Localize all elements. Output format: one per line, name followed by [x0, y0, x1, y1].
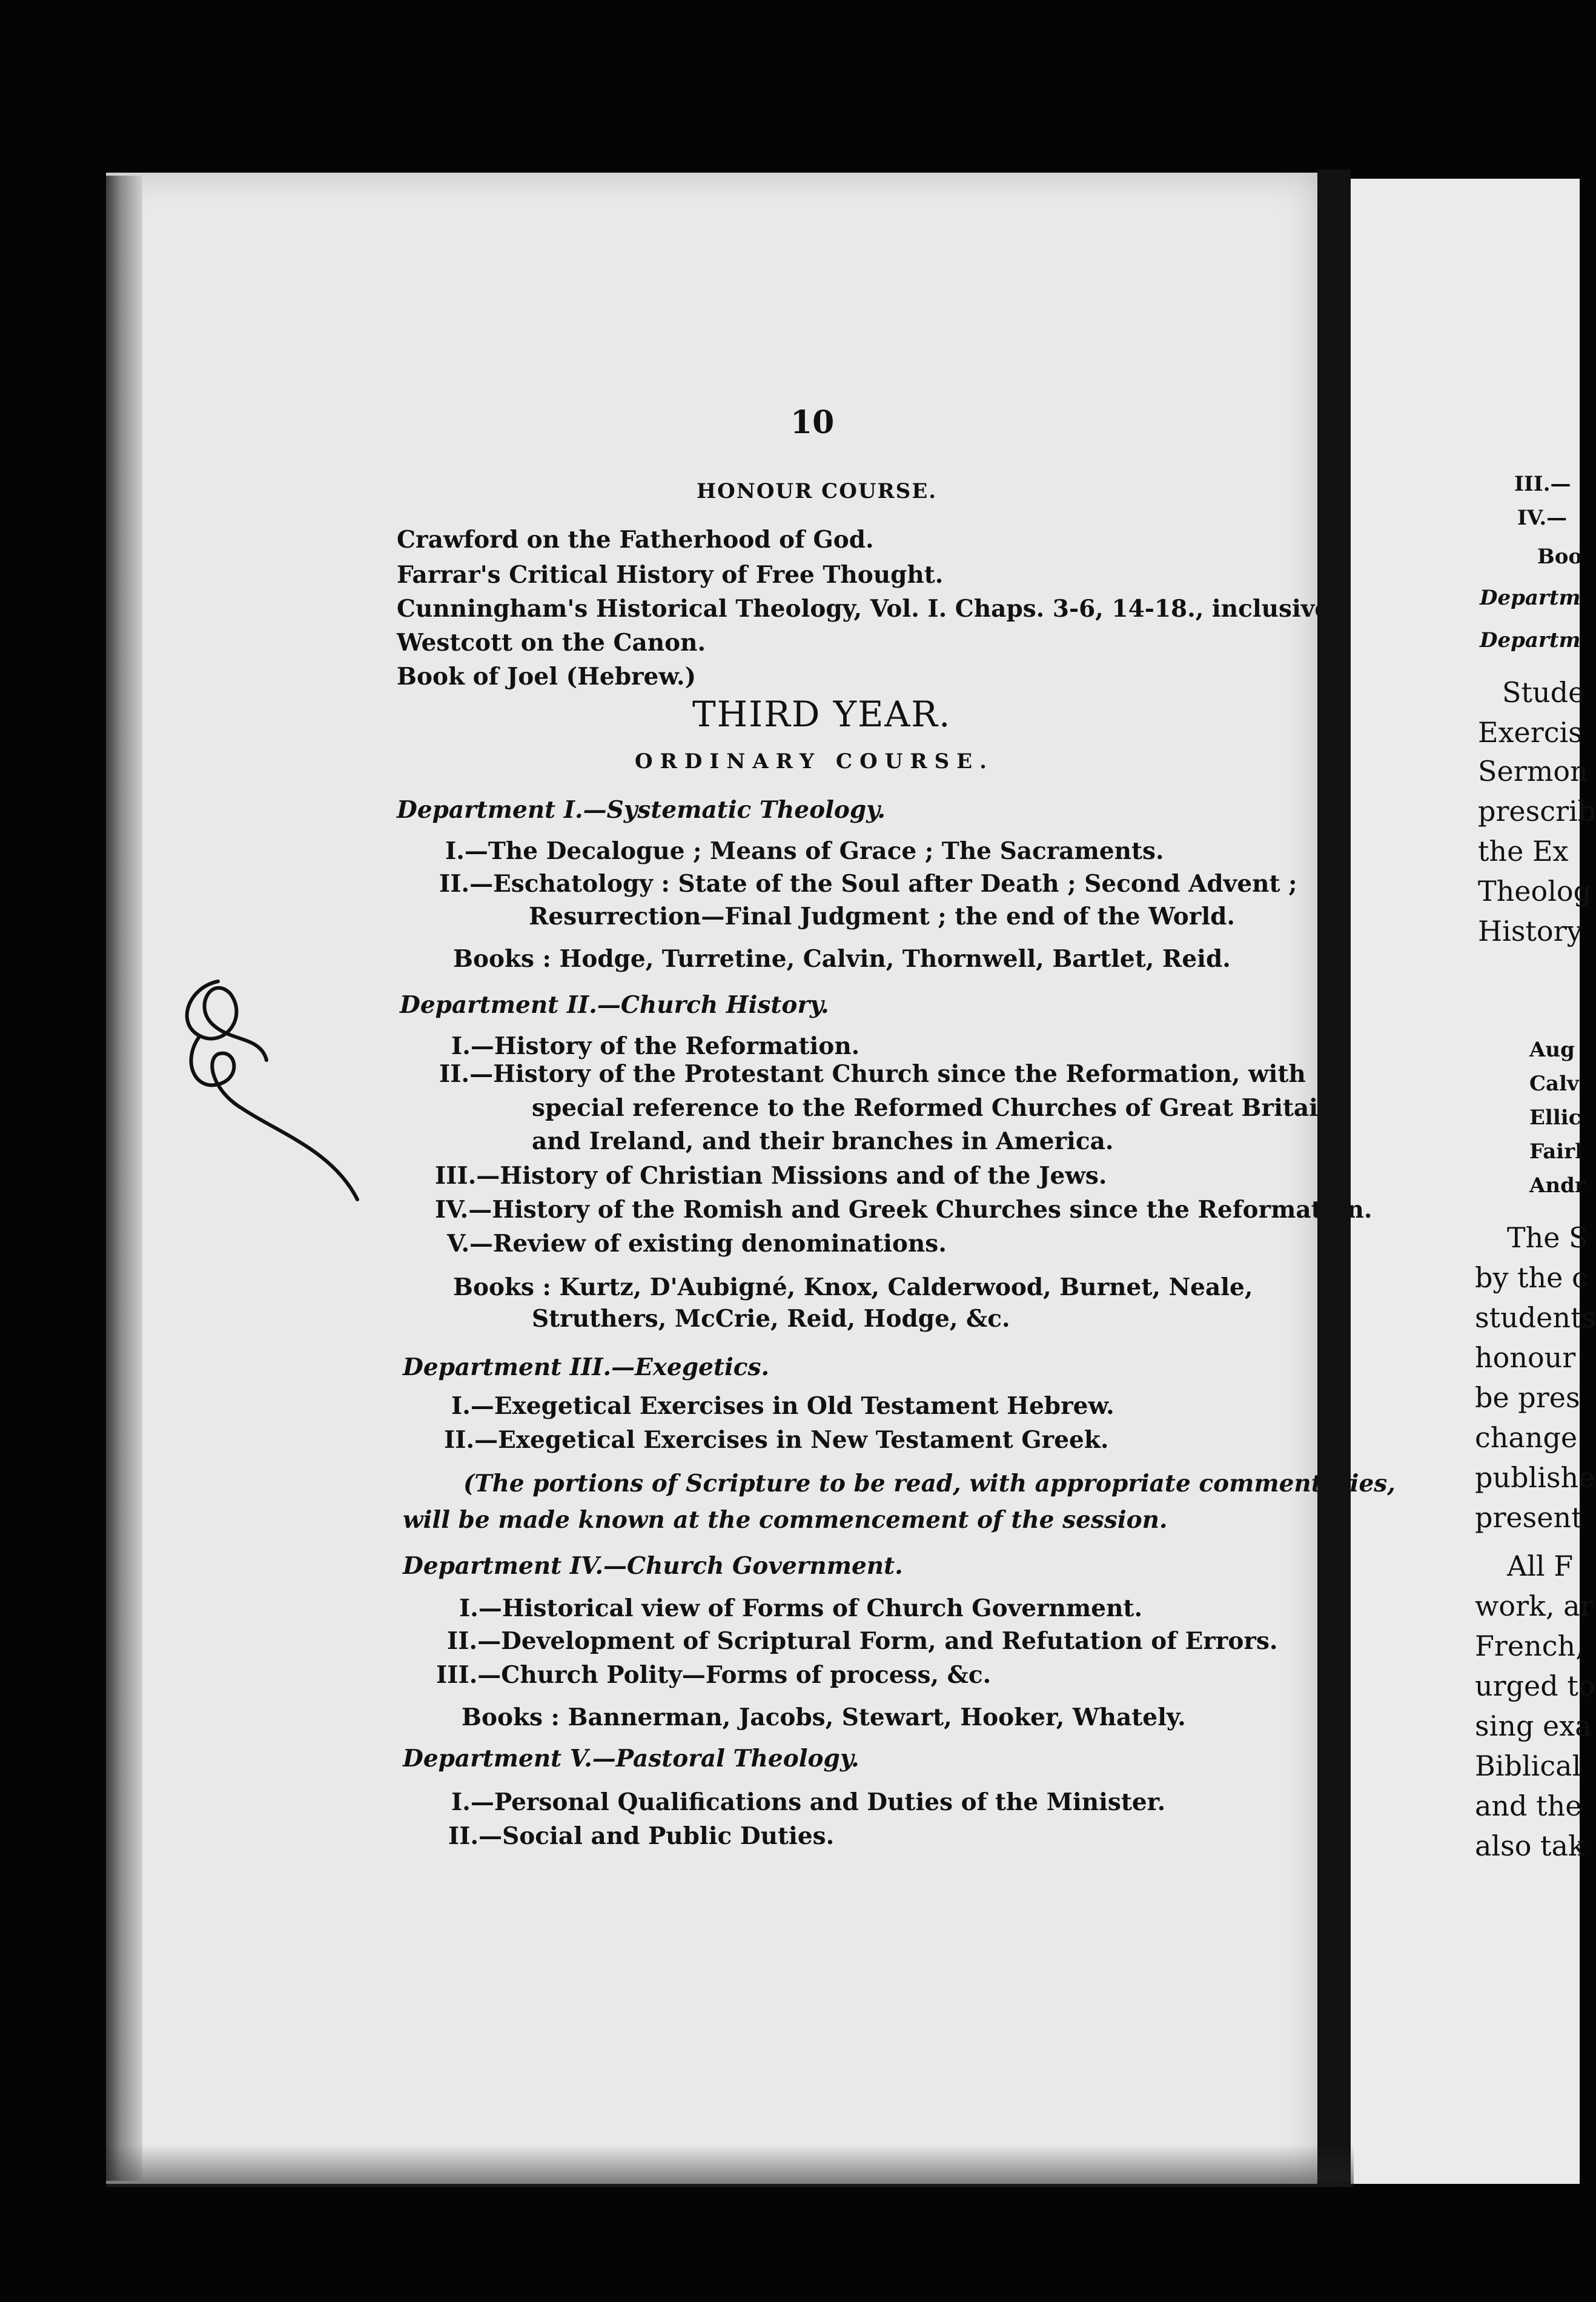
right-page-fragment: Calv	[1529, 1072, 1579, 1096]
department-item: and Ireland, and their branches in America.	[532, 1127, 1114, 1155]
department-item: II.—Development of Scriptural Form, and Refutation of Errors.	[447, 1627, 1278, 1655]
right-page-fragment: Fairl	[1529, 1139, 1583, 1164]
honour-course-heading: HONOUR COURSE.	[697, 479, 938, 503]
books-line: Struthers, McCrie, Reid, Hodge, &c.	[532, 1305, 1010, 1333]
right-page-fragment: be pres	[1475, 1381, 1580, 1414]
page-edge	[106, 176, 142, 2181]
right-page-fragment: Theolog	[1478, 875, 1592, 907]
note-line: will be made known at the commencement of the session.	[403, 1506, 1168, 1534]
right-page-fragment: The S	[1507, 1221, 1588, 1254]
right-page-fragment: students	[1475, 1301, 1596, 1334]
right-page-fragment: prescrib	[1478, 795, 1596, 828]
department-title: Department V.—Pastoral Theology.	[403, 1745, 859, 1773]
right-page-fragment: Departm	[1480, 628, 1581, 652]
honour-item: Crawford on the Fatherhood of God.	[397, 526, 874, 554]
right-page-fragment: and the	[1475, 1790, 1582, 1822]
right-page-fragment: change	[1475, 1421, 1578, 1454]
right-page-fragment: Aug	[1529, 1038, 1575, 1062]
right-page-fragment: Departm	[1480, 586, 1581, 610]
books-line: Books : Bannerman, Jacobs, Stewart, Hooker, Whately.	[462, 1703, 1186, 1731]
department-item: II.—Eschatology : State of the Soul after Death ; Second Advent ;	[439, 870, 1297, 898]
right-page-fragment: by the c	[1475, 1261, 1588, 1294]
department-item: I.—Historical view of Forms of Church Government.	[459, 1594, 1143, 1622]
department-item: I.—Exegetical Exercises in Old Testament Hebrew.	[451, 1392, 1114, 1420]
right-page-fragment: Biblical	[1475, 1750, 1581, 1782]
right-page-fragment: urged to	[1475, 1670, 1595, 1702]
right-page-fragment: Boo	[1537, 545, 1583, 569]
department-title: Department III.—Exegetics.	[403, 1353, 770, 1381]
department-item: II.—Exegetical Exercises in New Testament Greek.	[444, 1426, 1109, 1454]
right-page-fragment: IV.—	[1517, 506, 1568, 530]
honour-item: Cunningham's Historical Theology, Vol. I. Chaps. 3-6, 14-18., inclusive.	[397, 595, 1338, 623]
right-page-fragment: also tak	[1475, 1829, 1585, 1862]
department-item: IV.—History of the Romish and Greek Churches since the Reformation.	[435, 1196, 1372, 1224]
right-page-fragment: honour	[1475, 1341, 1576, 1374]
honour-item: Book of Joel (Hebrew.)	[397, 663, 697, 691]
right-page-fragment: Andr	[1529, 1173, 1586, 1198]
right-page-fragment: work, ar	[1475, 1590, 1594, 1622]
department-item: I.—The Decalogue ; Means of Grace ; The Sacraments.	[445, 837, 1164, 865]
department-item: II.—History of the Protestant Church since the Reformation, with	[439, 1060, 1306, 1088]
right-page-fragment: the Ex	[1478, 835, 1569, 867]
right-page-fragment: Stude	[1502, 676, 1585, 709]
right-page-fragment: sing exa	[1475, 1710, 1592, 1742]
department-title: Department I.—Systematic Theology.	[397, 796, 886, 824]
department-item: III.—Church Polity—Forms of process, &c.	[436, 1661, 992, 1689]
right-page-fragment: III.—	[1514, 472, 1571, 496]
department-item: I.—Personal Qualifications and Duties of the Minister.	[451, 1788, 1166, 1816]
right-page-fragment: All F	[1507, 1550, 1574, 1582]
right-page-fragment: History	[1478, 915, 1583, 947]
note-line: (The portions of Scripture to be read, with appropriate commentaries,	[463, 1470, 1396, 1498]
right-page-fragment: publishe	[1475, 1461, 1595, 1494]
margin-scribble	[176, 969, 369, 1224]
department-item: special reference to the Reformed Churches of Great Britain	[532, 1094, 1336, 1122]
page-number: 10	[790, 404, 835, 441]
book-gutter	[1317, 170, 1351, 2181]
right-page-fragment: Exercis	[1478, 716, 1583, 749]
honour-item: Farrar's Critical History of Free Thought.	[397, 561, 944, 589]
department-item: V.—Review of existing denominations.	[447, 1230, 947, 1258]
ordinary-course-heading: ORDINARY COURSE.	[635, 749, 994, 774]
department-item: III.—History of Christian Missions and of the Jews.	[435, 1162, 1107, 1190]
right-page-fragment: Ellic	[1529, 1106, 1581, 1130]
right-page-fragment: present	[1475, 1501, 1583, 1534]
department-title: Department IV.—Church Government.	[403, 1552, 903, 1580]
department-title: Department II.—Church History.	[400, 991, 829, 1019]
books-line: Books : Hodge, Turretine, Calvin, Thornwell, Bartlet, Reid.	[453, 945, 1231, 973]
right-page-fragment: Sermon	[1478, 755, 1588, 788]
honour-item: Westcott on the Canon.	[397, 629, 706, 657]
department-item: II.—Social and Public Duties.	[448, 1822, 835, 1850]
page-shadow	[106, 2144, 1354, 2187]
department-item: Resurrection—Final Judgment ; the end of the World.	[529, 903, 1236, 930]
third-year-heading: THIRD YEAR.	[692, 694, 952, 735]
books-line: Books : Kurtz, D'Aubigné, Knox, Calderwood, Burnet, Neale,	[453, 1273, 1253, 1301]
right-page-fragment: French,	[1475, 1630, 1584, 1662]
department-item: I.—History of the Reformation.	[451, 1032, 860, 1060]
